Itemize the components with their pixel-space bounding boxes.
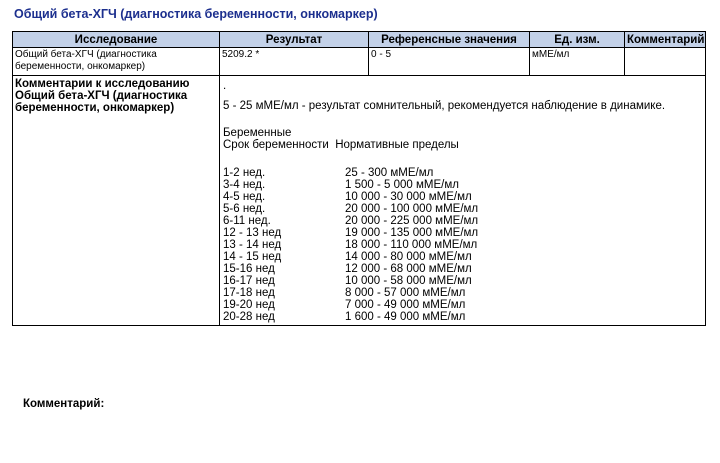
norm-range: 8 000 - 57 000 мМЕ/мл (345, 287, 466, 299)
footer-comment-label: Комментарий: (23, 398, 105, 410)
norms-list (223, 167, 703, 323)
norm-range: 10 000 - 30 000 мМЕ/мл (345, 191, 472, 203)
cell-test: Общий бета-ХГЧ (диагностика беременности, онкомаркер) (13, 48, 220, 76)
col-week: Срок беременности (223, 139, 329, 151)
header-result: Результат (220, 32, 369, 48)
norm-week: 17-18 нед (223, 287, 275, 299)
norm-row (223, 227, 703, 239)
norm-range: 19 000 - 135 000 мМЕ/мл (345, 227, 479, 239)
comment-dot: . (223, 80, 227, 92)
cell-result: 5209.2 * (220, 48, 369, 76)
norm-range: 14 000 - 80 000 мМЕ/мл (345, 251, 472, 263)
comment-body (220, 76, 706, 326)
norm-columns (223, 139, 703, 151)
norm-week: 4-5 нед. (223, 191, 266, 203)
norm-row (223, 263, 703, 275)
norm-week: 3-4 нед. (223, 179, 266, 191)
norm-week: 6-11 нед. (223, 215, 271, 227)
norm-week: 14 - 15 нед (223, 251, 282, 263)
norm-row (223, 203, 703, 215)
comment-heading: Комментарии к исследованию Общий бета-ХГЧ (диагностика беременности, онкомаркер) (13, 76, 220, 326)
norm-week: 12 - 13 нед (223, 227, 282, 239)
comment-note: 5 - 25 мМЕ/мл - результат сомнительный, рекомендуется наблюдение в динамике. (223, 100, 666, 112)
norm-week: 20-28 нед (223, 311, 275, 323)
group-label: Беременные (223, 127, 292, 139)
norm-range: 1 600 - 49 000 мМЕ/мл (345, 311, 466, 323)
header-unit: Ед. изм. (530, 32, 625, 48)
cell-unit: мМЕ/мл (530, 48, 625, 76)
cell-reference: 0 - 5 (369, 48, 530, 76)
norm-week: 16-17 нед (223, 275, 275, 287)
norm-range: 20 000 - 100 000 мМЕ/мл (345, 203, 479, 215)
col-range: Нормативные пределы (335, 139, 459, 151)
norm-week: 19-20 нед (223, 299, 275, 311)
norm-range: 25 - 300 мМЕ/мл (345, 167, 434, 179)
norm-week: 1-2 нед. (223, 167, 266, 179)
norm-range: 1 500 - 5 000 мМЕ/мл (345, 179, 459, 191)
norm-week: 13 - 14 нед (223, 239, 282, 251)
norm-row (223, 215, 703, 227)
norm-row (223, 191, 703, 203)
table-header-row (13, 32, 706, 48)
norm-range: 20 000 - 225 000 мМЕ/мл (345, 215, 479, 227)
norm-week: 5-6 нед. (223, 203, 266, 215)
page-title: Общий бета-ХГЧ (диагностика беременности, онкомаркер) (14, 7, 378, 21)
header-reference: Референсные значения (369, 32, 530, 48)
norm-row (223, 239, 703, 251)
norm-row (223, 299, 703, 311)
norm-range: 10 000 - 58 000 мМЕ/мл (345, 275, 472, 287)
norm-row (223, 287, 703, 299)
cell-comment (625, 48, 706, 76)
table-row (13, 48, 706, 76)
norm-range: 18 000 - 110 000 мМЕ/мл (345, 239, 478, 251)
norm-row (223, 311, 703, 323)
header-comment: Комментарий (625, 32, 706, 48)
header-test: Исследование (13, 32, 220, 48)
norm-week: 15-16 нед (223, 263, 275, 275)
norm-row (223, 275, 703, 287)
norm-row (223, 251, 703, 263)
comment-row (13, 76, 706, 326)
norm-range: 12 000 - 68 000 мМЕ/мл (345, 263, 472, 275)
norm-range: 7 000 - 49 000 мМЕ/мл (345, 299, 466, 311)
norm-row (223, 167, 703, 179)
results-table (12, 31, 706, 326)
norm-row (223, 179, 703, 191)
